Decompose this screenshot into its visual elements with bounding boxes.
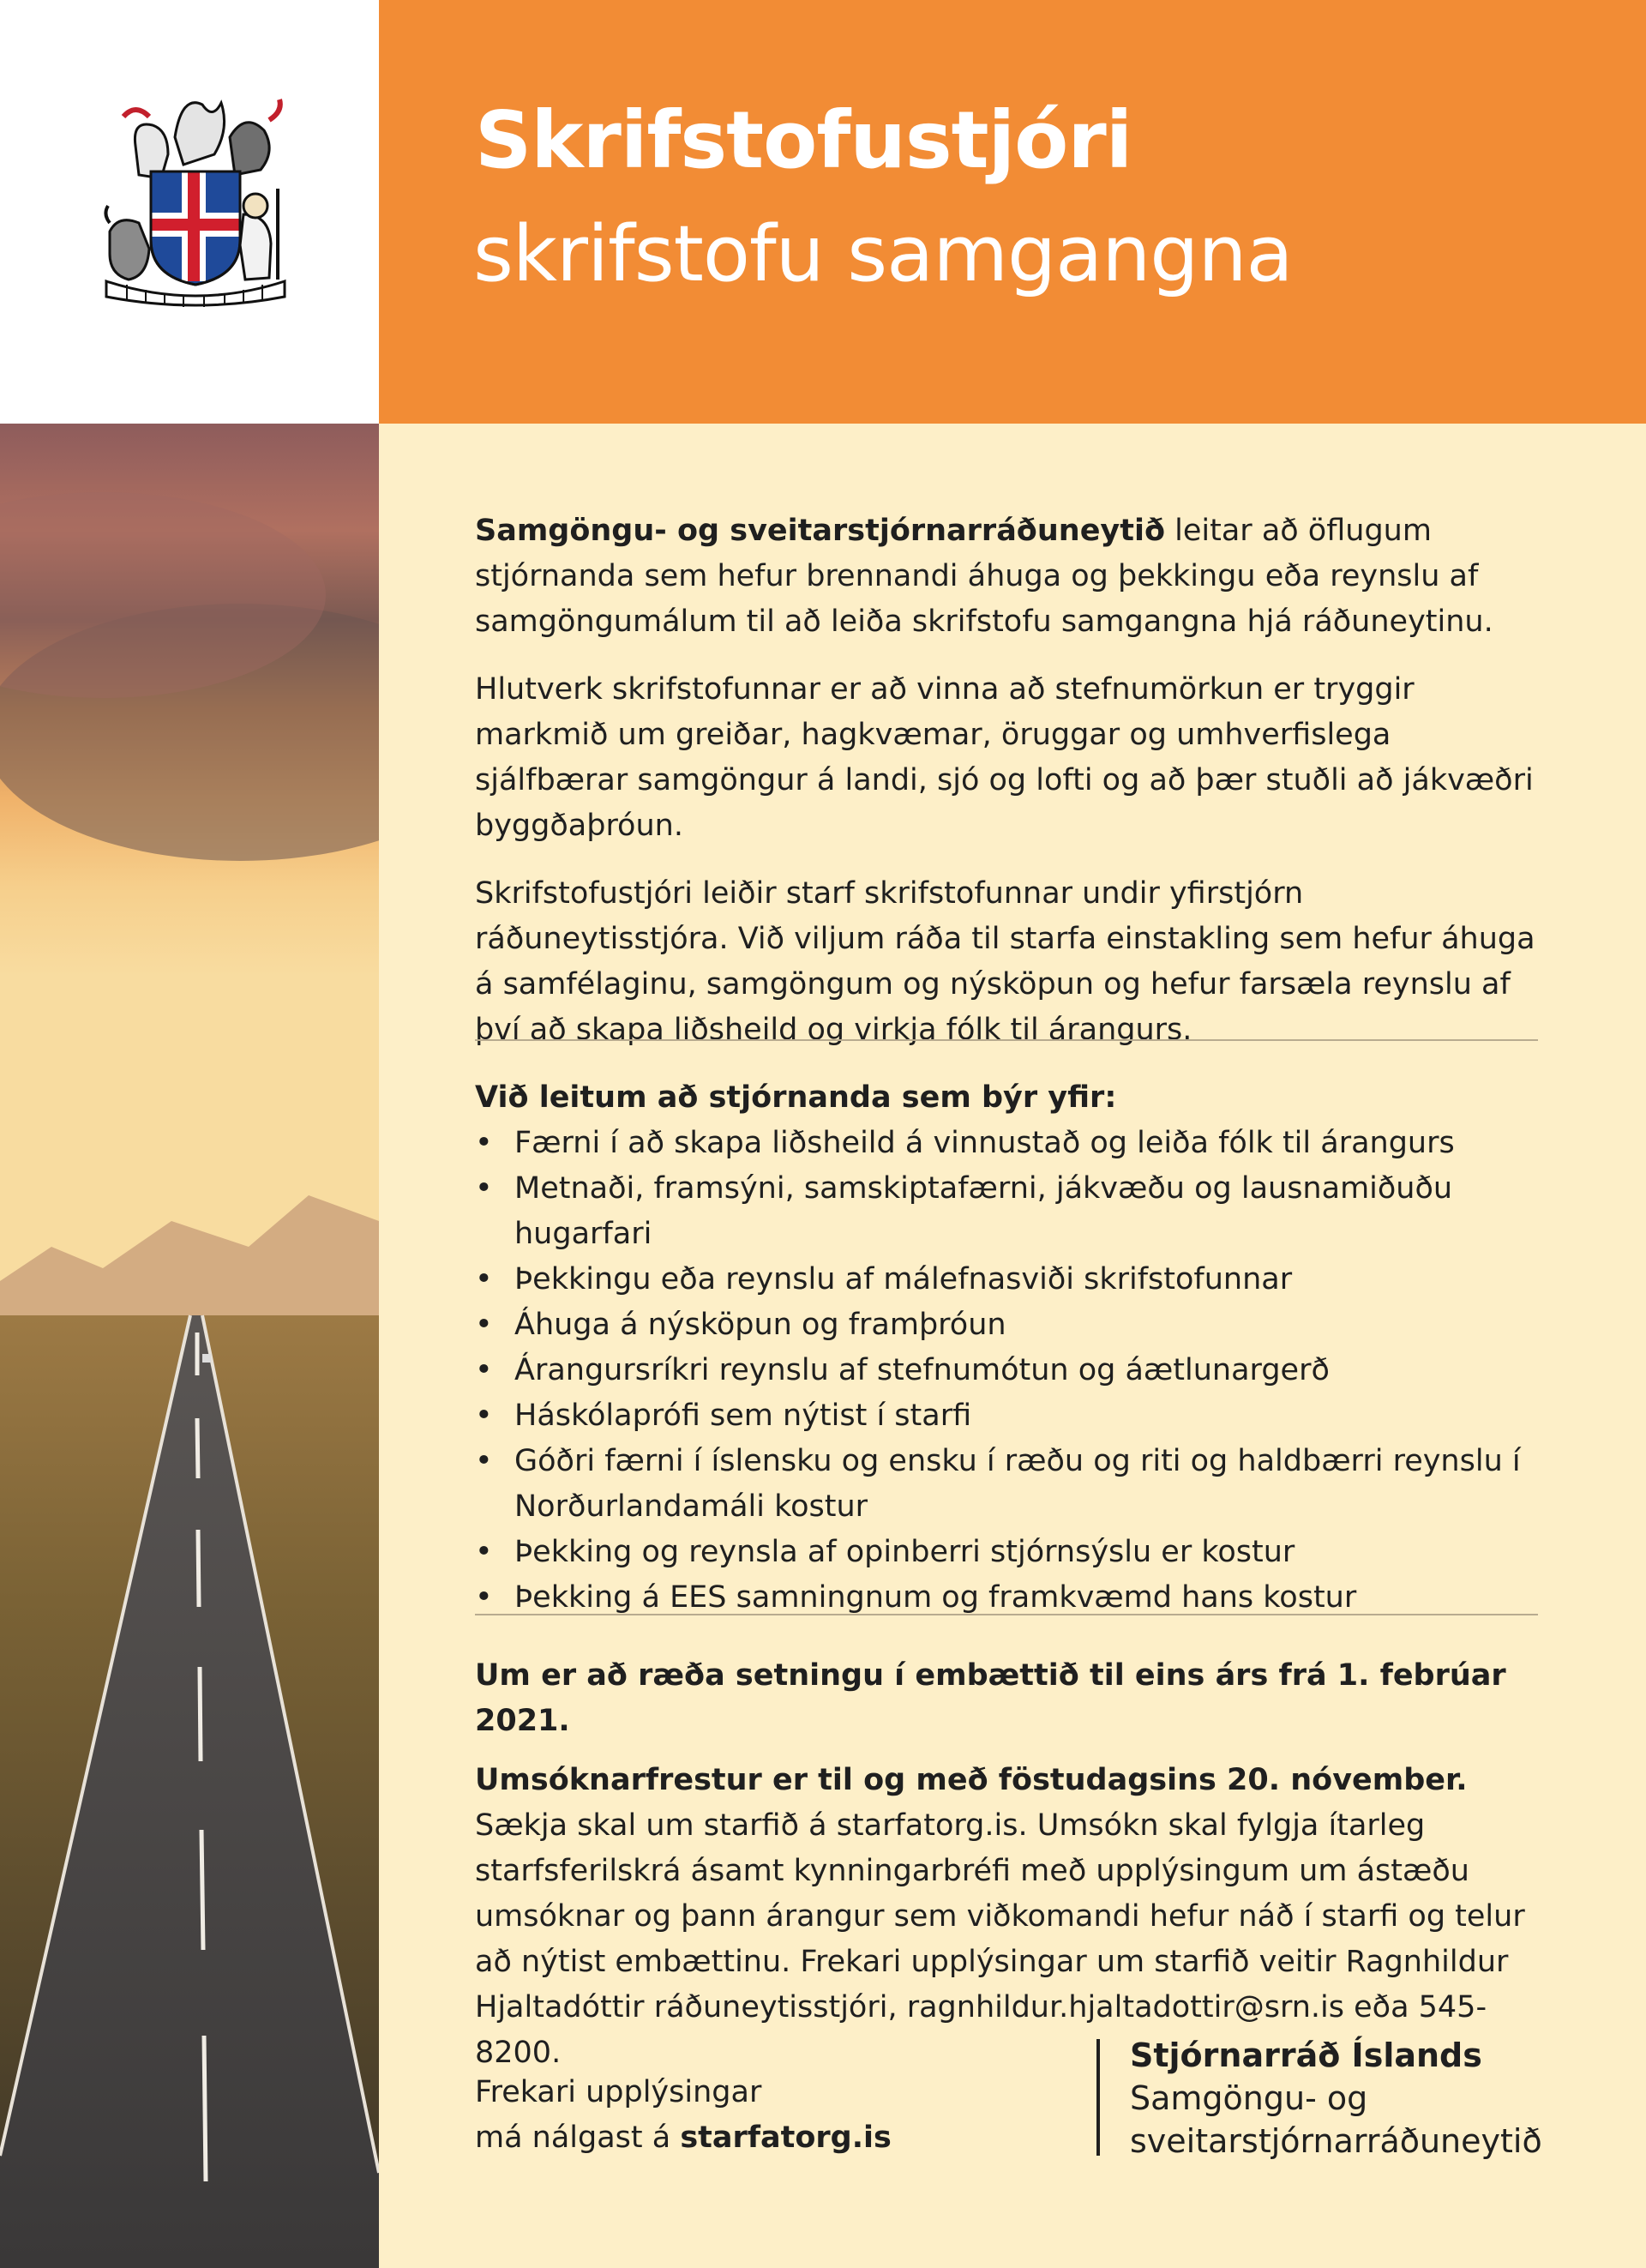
starfatorg-link[interactable]: starfatorg.is [680,2121,892,2155]
list-item: • Þekkingu eða reynslu af málefnasviði skrifstofunnar [475,1257,1538,1302]
list-item: • Áhuga á nýsköpun og framþróun [475,1302,1538,1348]
qualifications-list [475,1121,1538,1621]
intro-text-1: leitar að öflugum stjórnanda sem hefur brennandi áhuga og þekkingu eða reynslu af samgöngumálum til að leiða skrifstofu samgangna hjá ráðuneytinu. [475,514,1493,639]
intro-paragraph-3: Skrifstofustjóri leiðir starf skrifstofunnar undir yfirstjórn ráðuneytisstjóra. Við viljum ráða til starfa einstakling sem hefur áhuga á samfélaginu, samgöngum og nýsköpun og hefur farsæla reynslu af því að skapa liðsheild og virkja fólk til árangurs. [475,876,1535,1047]
government-name: Stjórnarráð Íslands [1130,2036,1482,2074]
divider [475,1039,1538,1041]
list-item: • Árangursríkri reynslu af stefnumótun og áætlunargerð [475,1348,1538,1393]
deadline-text: Umsóknarfrestur er til og með föstudagsins 20. nóvember. [475,1763,1468,1797]
qualifications-heading: Við leitum að stjórnanda sem býr yfir: [475,1080,1117,1115]
footer-line-2-prefix: má nálgast á [475,2121,681,2155]
page-title: Skrifstofustjóri [475,94,1132,186]
application-section [475,1653,1538,2076]
qualifications-section [475,1075,1538,1621]
header-banner [379,0,1646,424]
footer-line-2 [475,2115,892,2161]
main-content [475,508,1538,1075]
list-item: • Háskólaprófi sem nýtist í starfi [475,1393,1538,1439]
ministry-line-1: Samgöngu- og [1130,2079,1368,2117]
appointment-text: Um er að ræða setningu í embættið til eins árs frá 1. febrúar 2021. [475,1658,1506,1738]
intro-paragraph-1 [475,508,1538,645]
intro-paragraph-2: Hlutverk skrifstofunnar er að vinna að stefnumörkun er tryggir markmið um greiðar, hagkvæmar, öruggar og umhverfislega sjálfbærar samgöngur á landi, sjó og lofti og að þær stuðli að jákvæðri byggðaþróun. [475,672,1534,843]
list-item: • Þekking á EES samningnum og framkvæmd hans kostur [475,1575,1538,1621]
divider [475,1614,1538,1615]
list-item: • Metnaði, framsýni, samskiptafærni, jákvæðu og lausnamiðuðu hugarfari [475,1166,1538,1257]
coat-of-arms-icon [101,86,290,309]
application-details: Sækja skal um starfið á starfatorg.is. Umsókn skal fylgja ítarleg starfsferilskrá ásamt kynningarbréfi með upplýsingum um ástæðu umsóknar og þann árangur sem viðkomandi hefur náð í starfi og telur að nýtist embættinu. Frekari upplýsingar um starfið veitir Ragnhildur Hjaltadóttir ráðuneytisstjóri, ragnhildur.hjaltadottir@srn.is eða 545-8200. [475,1808,1525,2070]
logo-area [0,0,379,424]
road-landscape-photo [0,424,379,2268]
footer-divider [1096,2039,1100,2156]
list-item: • Góðri færni í íslensku og ensku í ræðu og riti og haldbærri reynslu í Norðurlandamáli kostur [475,1439,1538,1530]
list-item: • Færni í að skapa liðsheild á vinnustað og leiða fólk til árangurs [475,1121,1538,1166]
footer-info [475,2070,892,2161]
page-subtitle: skrifstofu samgangna [473,209,1293,299]
footer-line-1: Frekari upplýsingar [475,2075,762,2109]
list-item: • Þekking og reynsla af opinberri stjórnsýslu er kostur [475,1530,1538,1575]
footer-signature [1130,2034,1542,2163]
ministry-name: Samgöngu- og sveitarstjórnarráðuneytið [475,514,1166,548]
ministry-line-2: sveitarstjórnarráðuneytið [1130,2122,1542,2160]
